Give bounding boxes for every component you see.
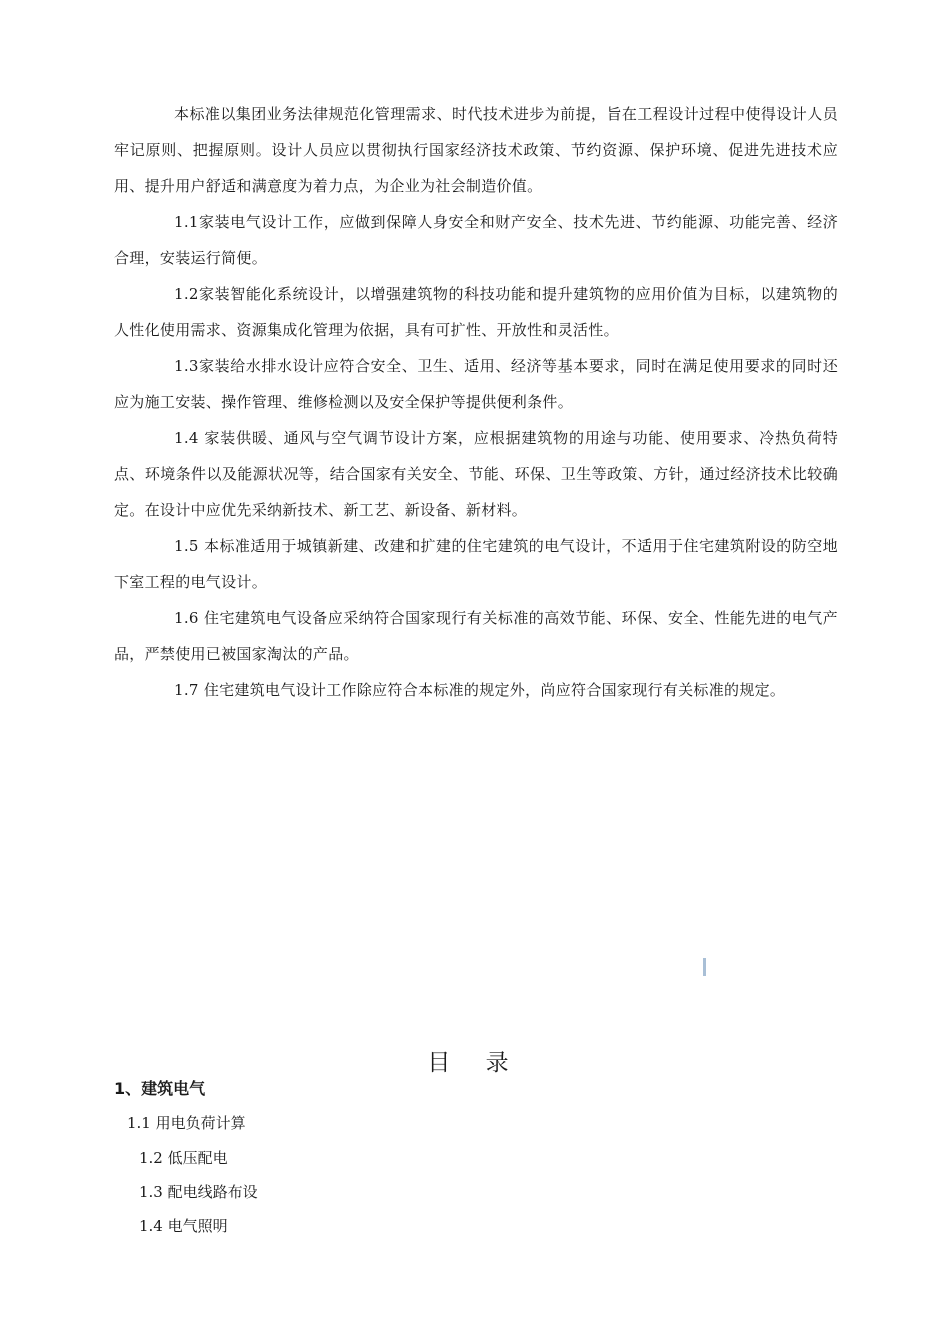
toc-item-1-4[interactable]: 1.4 电气照明 xyxy=(139,1217,228,1235)
paragraph-1-2: 1.2家装智能化系统设计，以增强建筑物的科技功能和提升建筑物的应用价值为目标，以建筑物的人性化使用需求、资源集成化管理为依据，具有可扩性、开放性和灵活性。 xyxy=(114,285,838,339)
intro-paragraph: 本标准以集团业务法律规范化管理需求、时代技术进步为前提，旨在工程设计过程中使得设计人员牢记原则、把握原则。设计人员应以贯彻执行国家经济技术政策、节约资源、保护环境、促进先进技术应用、提升用户舒适和满意度为着力点，为企业为社会制造价值。 xyxy=(114,105,838,195)
toc-item-1-2[interactable]: 1.2 低压配电 xyxy=(139,1149,228,1167)
text-cursor-mark xyxy=(703,958,706,976)
toc-title: 目 录 xyxy=(427,1050,523,1076)
paragraph-1-3: 1.3家装给水排水设计应符合安全、卫生、适用、经济等基本要求，同时在满足使用要求的同时还应为施工安装、操作管理、维修检测以及安全保护等提供便利条件。 xyxy=(114,357,838,411)
body-text xyxy=(114,96,838,708)
paragraph-1-7: 1.7 住宅建筑电气设计工作除应符合本标准的规定外，尚应符合国家现行有关标准的规定。 xyxy=(174,681,786,699)
paragraph-1-4: 1.4 家装供暖、通风与空气调节设计方案，应根据建筑物的用途与功能、使用要求、冷热负荷特点、环境条件以及能源状况等，结合国家有关安全、节能、环保、卫生等政策、方针，通过经济技术比较确定。在设计中应优先采纳新技术、新工艺、新设备、新材料。 xyxy=(114,429,838,519)
paragraph-1-1: 1.1家装电气设计工作，应做到保障人身安全和财产安全、技术先进、节约能源、功能完善、经济合理，安装运行简便。 xyxy=(114,213,838,267)
toc-section-heading[interactable]: 1、建筑电气 xyxy=(114,1079,206,1098)
toc-item-1-1[interactable]: 1.1 用电负荷计算 xyxy=(127,1114,246,1132)
toc-item-1-3[interactable]: 1.3 配电线路布设 xyxy=(139,1183,258,1201)
paragraph-1-5: 1.5 本标准适用于城镇新建、改建和扩建的住宅建筑的电气设计，不适用于住宅建筑附设的防空地下室工程的电气设计。 xyxy=(114,537,838,591)
paragraph-1-6: 1.6 住宅建筑电气设备应采纳符合国家现行有关标准的高效节能、环保、安全、性能先进的电气产品，严禁使用已被国家淘汰的产品。 xyxy=(114,609,838,663)
